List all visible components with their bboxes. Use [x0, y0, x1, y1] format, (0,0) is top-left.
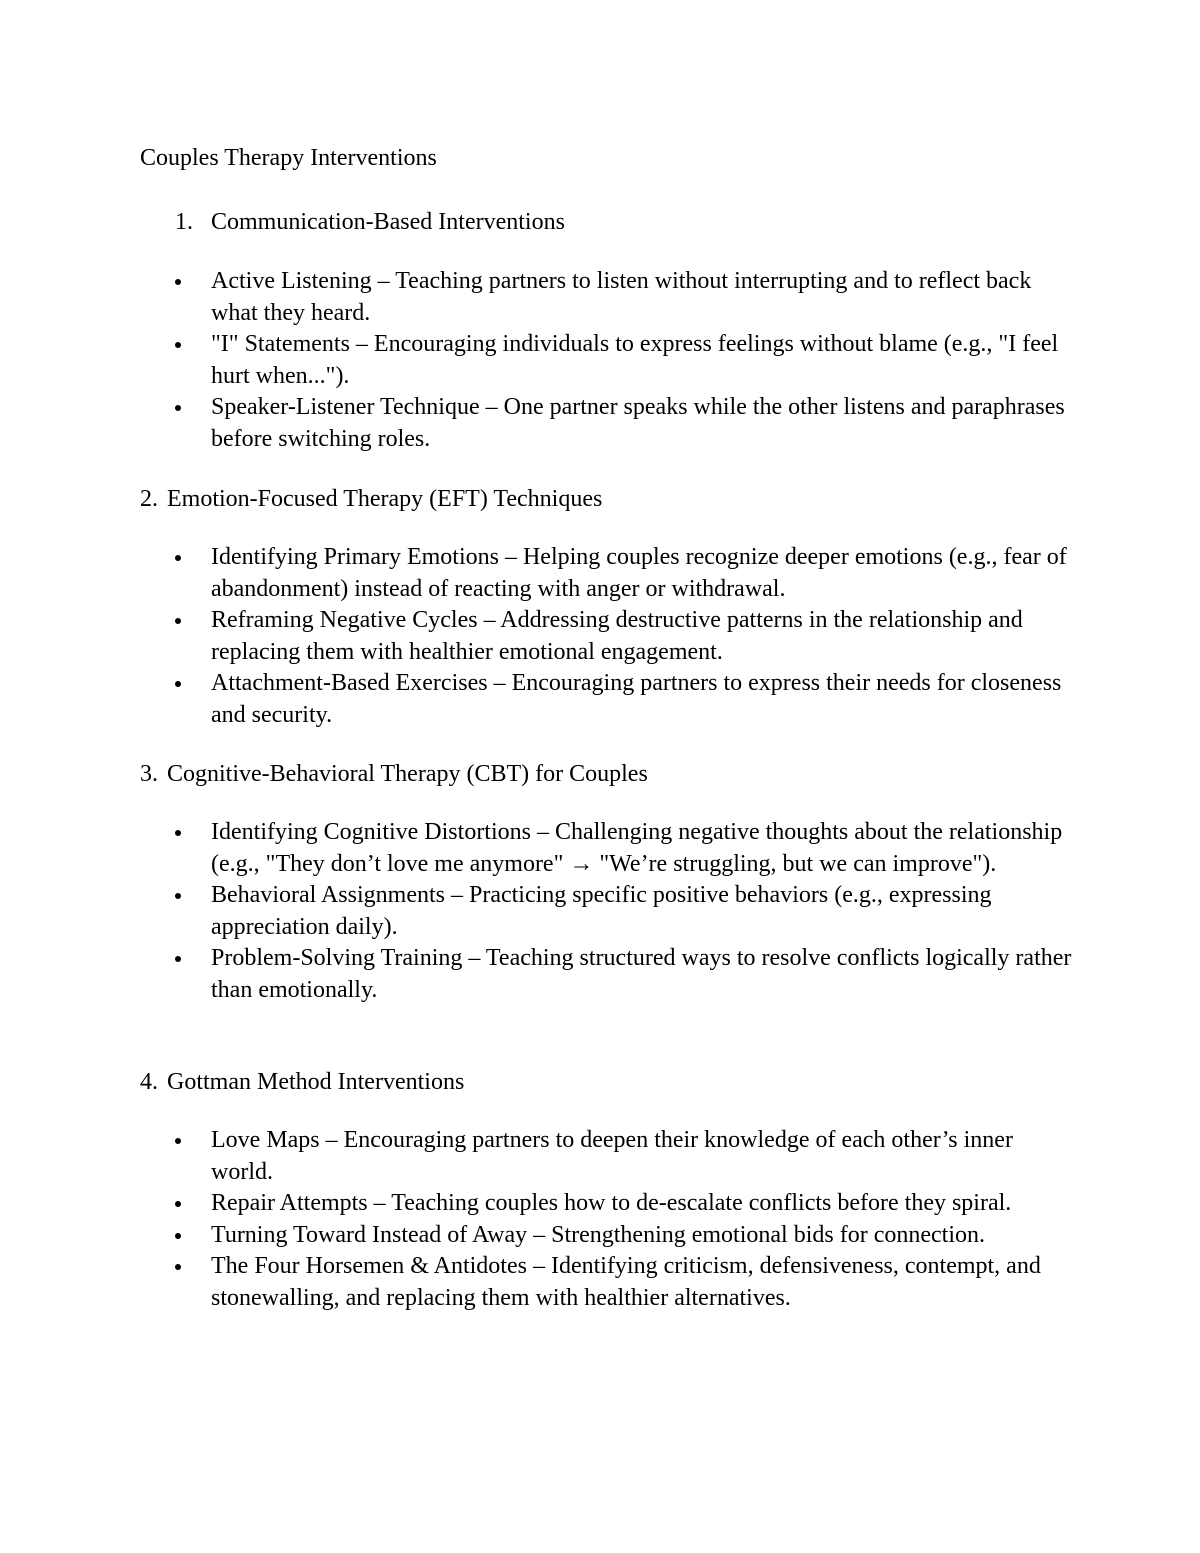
section-list-4: [140, 1125, 1080, 1314]
list-item-text: Problem-Solving Training – Teaching structured ways to resolve conflicts logically rather than emotionally.: [211, 945, 1072, 1003]
list-item: [140, 1251, 1080, 1314]
section-number-2: 2.: [140, 486, 158, 512]
document-title: Couples Therapy Interventions: [140, 145, 437, 171]
list-item: [140, 943, 1080, 1006]
bullet-icon: [175, 893, 181, 899]
bullet-icon: [175, 1201, 181, 1207]
bullet-icon: [175, 555, 181, 561]
list-item-text: The Four Horsemen & Antidotes – Identifying criticism, defensiveness, contempt, and stonewalling, and replacing them with healthier alternatives.: [211, 1253, 1041, 1311]
bullet-icon: [175, 830, 181, 836]
list-item-text: Active Listening – Teaching partners to listen without interrupting and to reflect back what they heard.: [211, 268, 1032, 326]
bullet-icon: [175, 1138, 181, 1144]
list-item: [140, 266, 1080, 329]
list-item: [140, 1220, 1080, 1252]
list-item-text: Identifying Cognitive Distortions – Challenging negative thoughts about the relationship (e.g., "They don’t love me anymore" → "We’re struggling, but we can improve").: [211, 819, 1063, 877]
section-list-2: [140, 542, 1080, 731]
list-item: [140, 605, 1080, 668]
list-item-text: "I" Statements – Encouraging individuals to express feelings without blame (e.g., "I feel hurt when...").: [211, 331, 1059, 389]
bullet-icon: [175, 618, 181, 624]
list-item: [140, 1125, 1080, 1188]
list-item-text: Speaker-Listener Technique – One partner speaks while the other listens and paraphrases before switching roles.: [211, 394, 1065, 452]
section-heading-1: [175, 206, 565, 238]
list-item: [140, 392, 1080, 455]
bullet-icon: [175, 405, 181, 411]
list-item-text: Attachment-Based Exercises – Encouraging partners to express their needs for closeness and security.: [211, 670, 1062, 728]
list-item: [140, 880, 1080, 943]
bullet-icon: [175, 681, 181, 687]
bullet-icon: [175, 279, 181, 285]
section-number-1: 1.: [175, 209, 193, 235]
bullet-icon: [175, 342, 181, 348]
list-item-text: Behavioral Assignments – Practicing specific positive behaviors (e.g., expressing appreciation daily).: [211, 882, 992, 940]
section-heading-3: [140, 758, 648, 790]
list-item-text: Identifying Primary Emotions – Helping couples recognize deeper emotions (e.g., fear of abandonment) instead of reacting with anger or withdrawal.: [211, 544, 1067, 602]
section-number-3: 3.: [140, 761, 158, 787]
list-item: [140, 668, 1080, 731]
bullet-icon: [175, 1233, 181, 1239]
list-item-text: Turning Toward Instead of Away – Strengthening emotional bids for connection.: [211, 1221, 985, 1248]
section-list-3: [140, 817, 1080, 1006]
list-item-text: Love Maps – Encouraging partners to deepen their knowledge of each other’s inner world.: [211, 1127, 1013, 1185]
section-title-1: Communication-Based Interventions: [211, 209, 565, 235]
bullet-icon: [175, 1264, 181, 1270]
list-item: [140, 1188, 1080, 1220]
section-list-1: [140, 266, 1080, 455]
section-number-4: 4.: [140, 1069, 158, 1095]
list-item: [140, 817, 1080, 880]
section-heading-4: [140, 1066, 464, 1098]
section-title-3: Cognitive-Behavioral Therapy (CBT) for Couples: [167, 761, 648, 787]
bullet-icon: [175, 956, 181, 962]
list-item-text: Repair Attempts – Teaching couples how to de-escalate conflicts before they spiral.: [211, 1190, 1012, 1216]
section-title-2: Emotion-Focused Therapy (EFT) Techniques: [167, 486, 603, 512]
section-heading-2: [140, 483, 602, 515]
list-item: [140, 329, 1080, 392]
section-title-4: Gottman Method Interventions: [167, 1069, 465, 1095]
list-item: [140, 542, 1080, 605]
list-item-text: Reframing Negative Cycles – Addressing destructive patterns in the relationship and replacing them with healthier emotional engagement.: [211, 607, 1023, 665]
